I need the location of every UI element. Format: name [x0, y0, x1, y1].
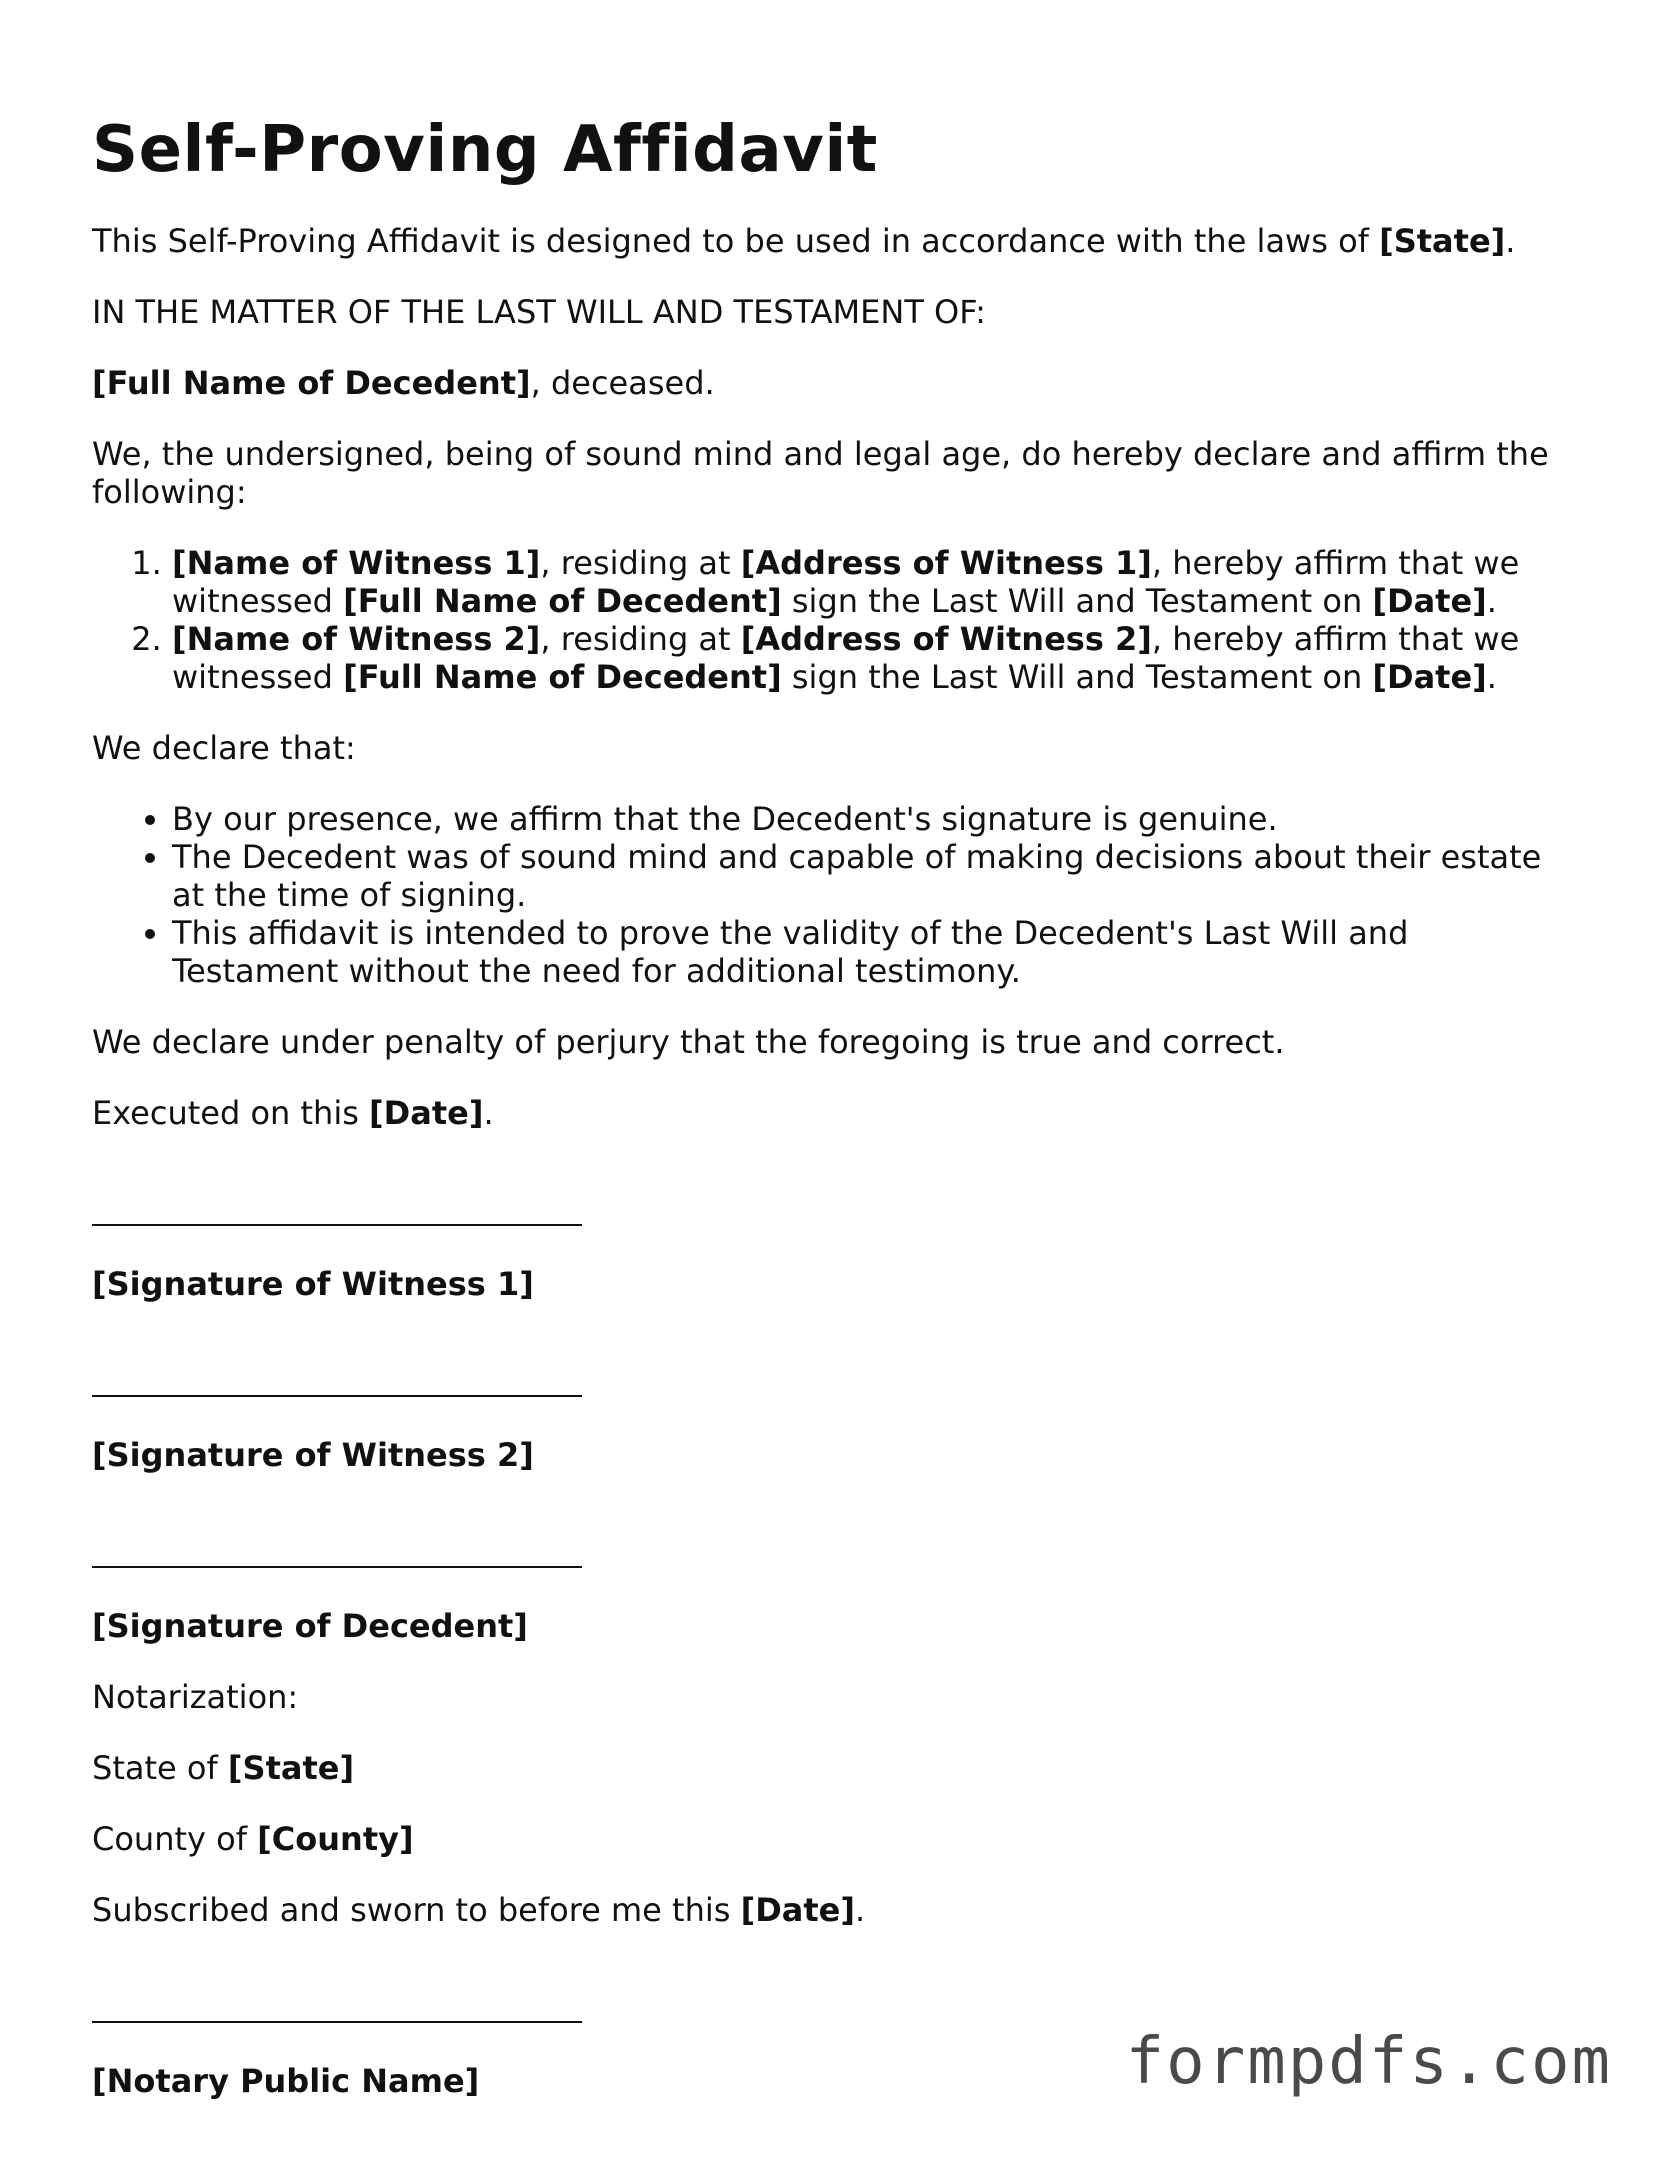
sworn-text: Subscribed and sworn to before me this [92, 1891, 741, 1929]
intro-paragraph [92, 222, 1572, 260]
signature-label-decedent [92, 1607, 1572, 1645]
signature-line-witness-2[interactable] [92, 1365, 1572, 1403]
decedent-line [92, 364, 1572, 402]
state-placeholder: [State] [227, 1749, 355, 1787]
date-placeholder: [Date] [369, 1094, 484, 1132]
date-placeholder: [Date] [740, 1891, 855, 1929]
witness-list [92, 544, 1572, 696]
signature-underline [92, 1536, 582, 1568]
notarization-heading: Notarization: [92, 1678, 299, 1716]
watermark: formpdfs.com [1125, 2025, 1612, 2099]
witness-text: , residing at [540, 544, 741, 582]
signature-label-witness-1 [92, 1265, 1572, 1303]
witness-name-placeholder: [Name of Witness 2] [172, 620, 541, 658]
signature-underline [92, 1194, 582, 1226]
witness-item [172, 620, 1572, 696]
county-placeholder: [County] [257, 1820, 414, 1858]
matter-heading: IN THE MATTER OF THE LAST WILL AND TESTAMENT OF: [92, 293, 986, 331]
executed-period: . [483, 1094, 494, 1132]
witness-item [172, 544, 1572, 620]
signature-underline [92, 1991, 582, 2023]
signature-line-witness-1[interactable] [92, 1194, 1572, 1232]
decedent-name-placeholder: [Full Name of Decedent] [343, 582, 782, 620]
signature-witness-2-placeholder: [Signature of Witness 2] [92, 1436, 534, 1474]
executed-text: Executed on this [92, 1094, 370, 1132]
state-label: State of [92, 1749, 228, 1787]
county-label: County of [92, 1820, 258, 1858]
document-title: Self-Proving Affidavit [92, 113, 878, 187]
declare-that: We declare that: [92, 729, 356, 767]
decedent-name-placeholder: [Full Name of Decedent] [92, 364, 531, 402]
signature-underline [92, 1365, 582, 1397]
sworn-line [92, 1891, 1572, 1929]
witness-text: . [1486, 658, 1497, 696]
witness-text: , residing at [540, 620, 741, 658]
declaration-bullets [92, 800, 1572, 990]
sworn-period: . [855, 1891, 866, 1929]
document-page [92, 112, 1572, 2133]
state-placeholder: [State] [1379, 222, 1506, 260]
date-placeholder: [Date] [1372, 658, 1487, 696]
witness-text: sign the Last Will and Testament on [781, 582, 1373, 620]
bullet-item: • This affidavit is intended to prove the validity of the Decedent's Last Will and Testament without the need for additional testimony. [172, 914, 1572, 990]
notary-name-placeholder: [Notary Public Name] [92, 2062, 480, 2100]
declaration-paragraph: We, the undersigned, being of sound mind and legal age, do hereby declare and affirm the following: [92, 435, 1549, 511]
signature-line-decedent[interactable] [92, 1536, 1572, 1574]
date-placeholder: [Date] [1372, 582, 1487, 620]
perjury-statement: We declare under penalty of perjury that the foregoing is true and correct. [92, 1023, 1285, 1061]
deceased-text: , deceased. [530, 364, 715, 402]
witness-text: , hereby affirm that we witnessed [172, 544, 1520, 620]
bullet-item: • The Decedent was of sound mind and capable of making decisions about their estate at the time of signing. [172, 838, 1572, 914]
signature-decedent-placeholder: [Signature of Decedent] [92, 1607, 528, 1645]
executed-line [92, 1094, 1572, 1132]
witness-text: . [1486, 582, 1497, 620]
witness-text: , hereby affirm that we witnessed [172, 620, 1520, 696]
witness-address-placeholder: [Address of Witness 2] [740, 620, 1152, 658]
witness-text: sign the Last Will and Testament on [781, 658, 1373, 696]
signature-label-witness-2 [92, 1436, 1572, 1474]
notary-county-line [92, 1820, 1572, 1858]
signature-witness-1-placeholder: [Signature of Witness 1] [92, 1265, 534, 1303]
notary-state-line [92, 1749, 1572, 1787]
witness-address-placeholder: [Address of Witness 1] [740, 544, 1152, 582]
intro-period: . [1505, 222, 1516, 260]
bullet-item: • By our presence, we affirm that the Decedent's signature is genuine. [172, 800, 1572, 838]
decedent-name-placeholder: [Full Name of Decedent] [343, 658, 782, 696]
intro-text: This Self-Proving Affidavit is designed to be used in accordance with the laws of [92, 222, 1380, 260]
witness-name-placeholder: [Name of Witness 1] [172, 544, 541, 582]
